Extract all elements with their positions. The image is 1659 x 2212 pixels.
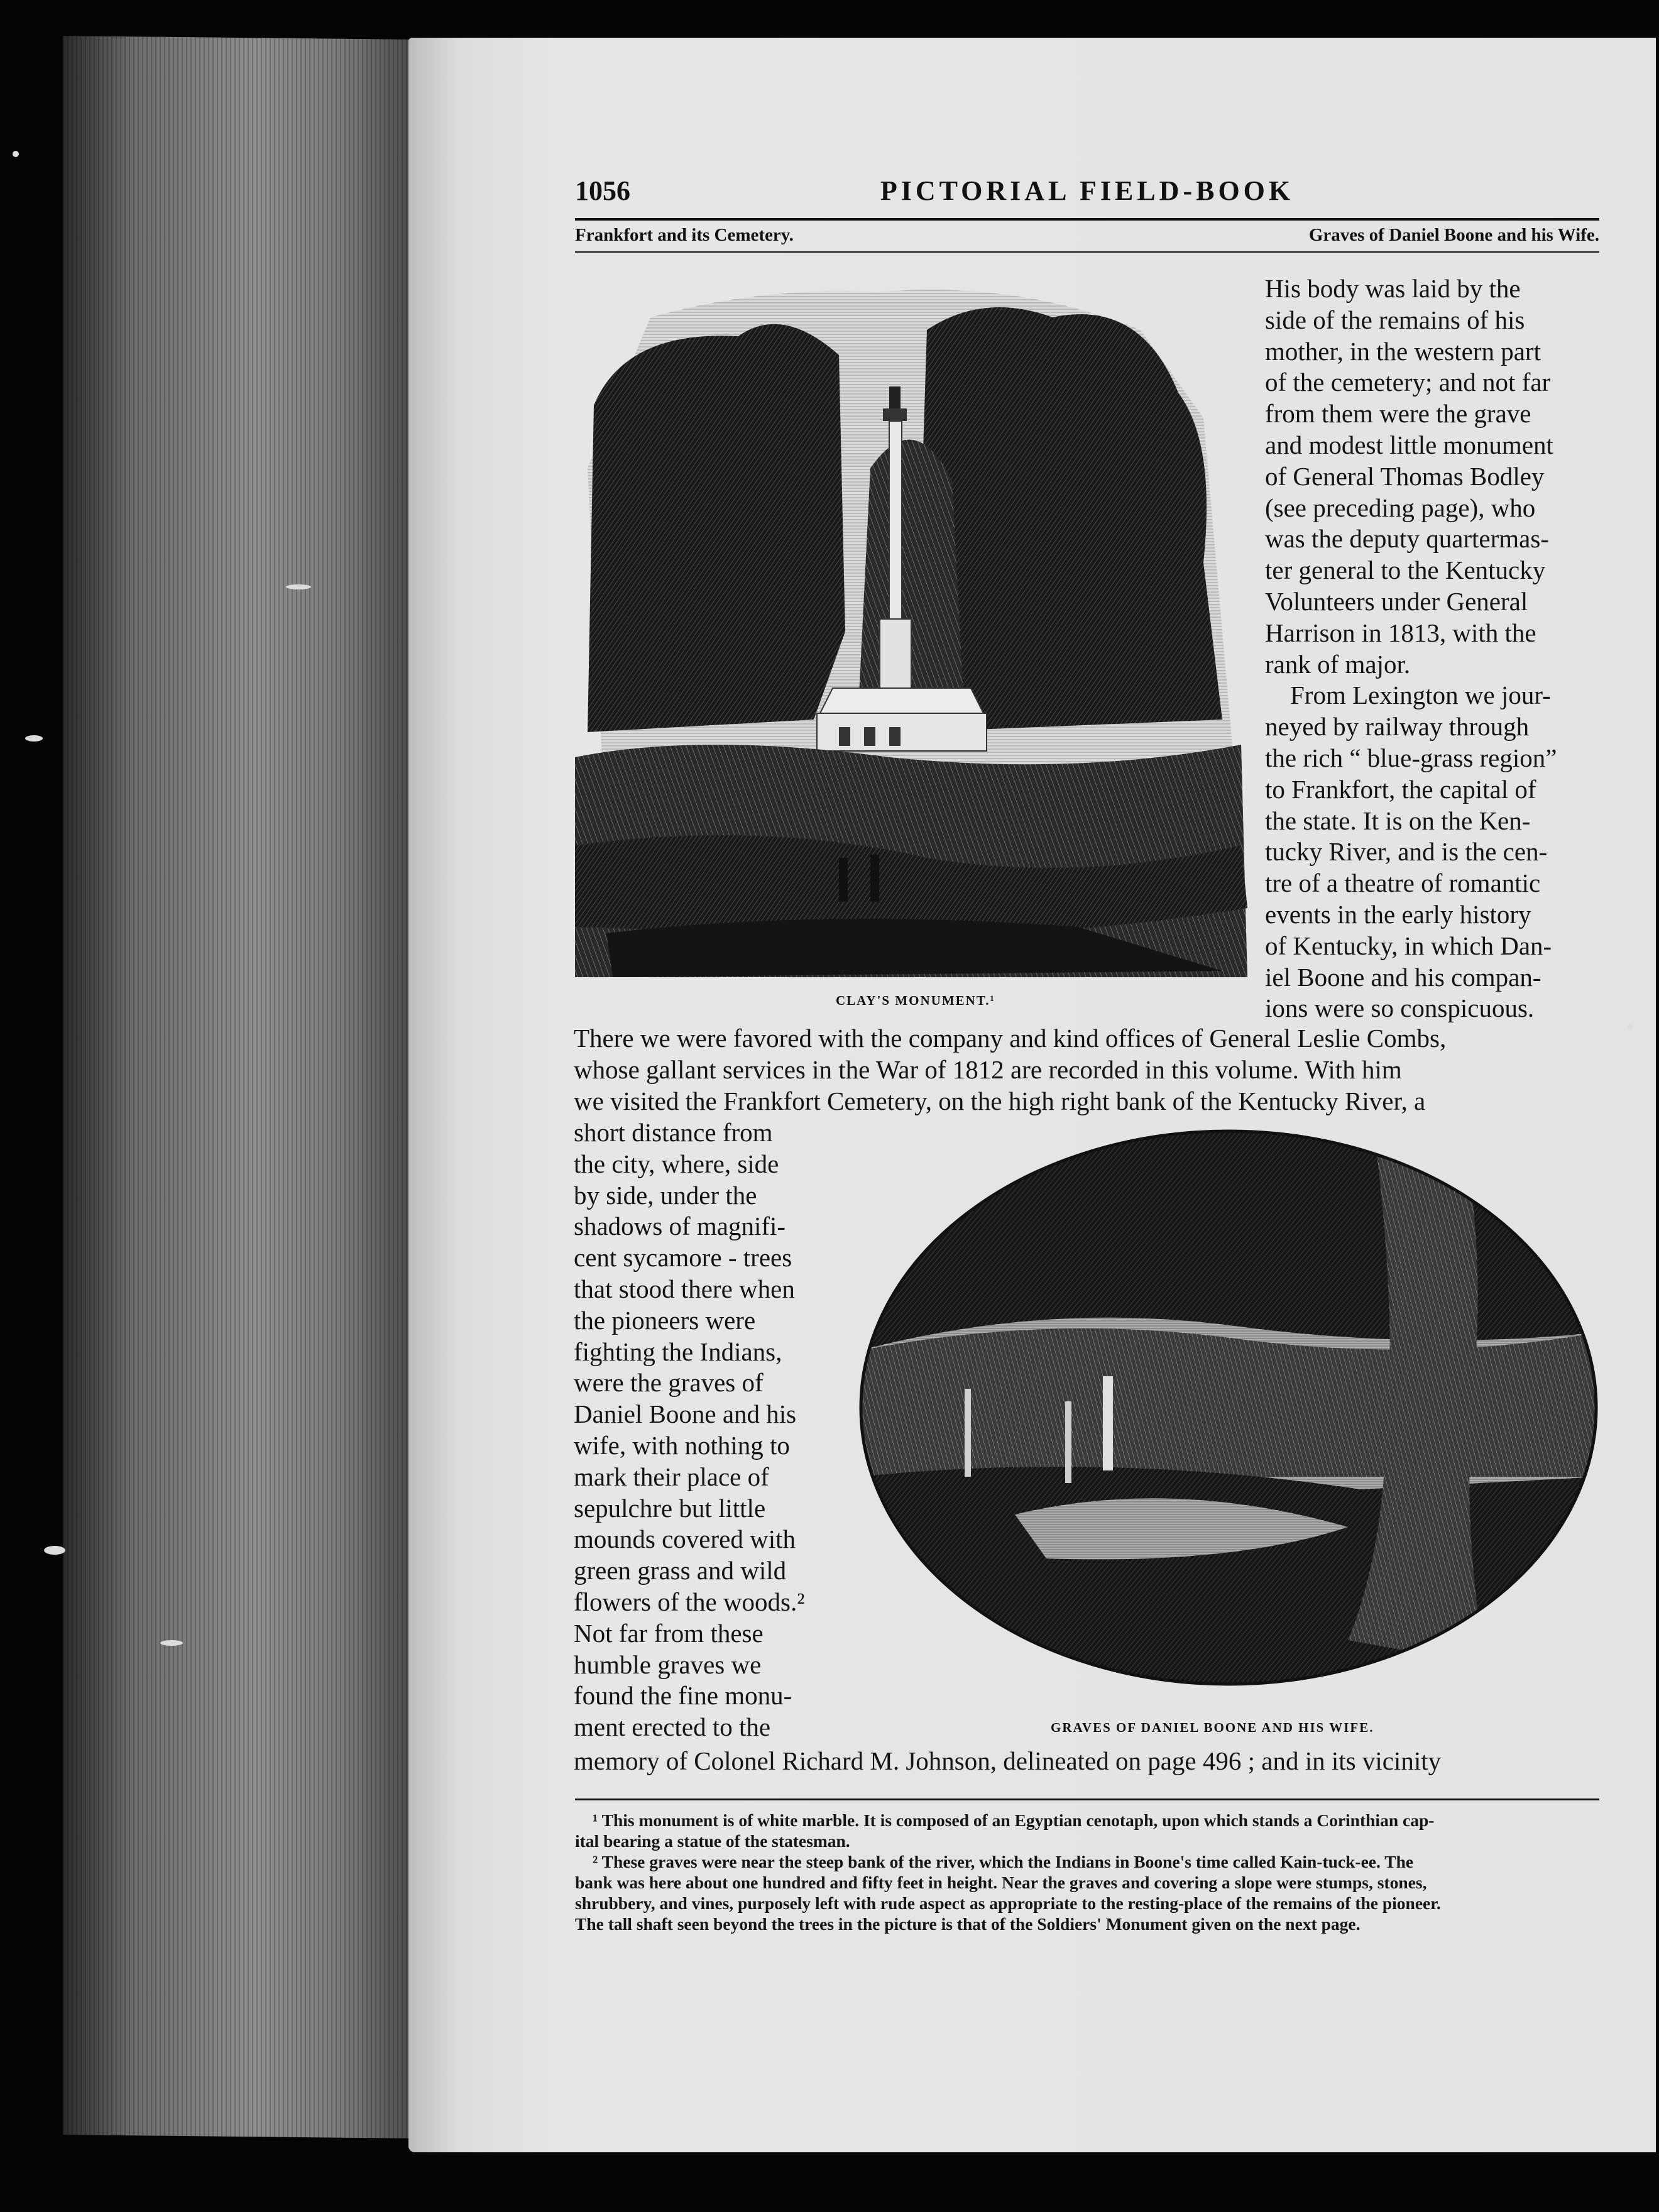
- text-line: was the deputy quartermas-: [1265, 524, 1549, 554]
- footnote-line: The tall shaft seen beyond the trees in the picture is that of the Soldiers' Monument given on the next page.: [575, 1914, 1361, 1934]
- text-line: of General Thomas Bodley: [1265, 461, 1545, 491]
- text-line: His body was laid by the: [1265, 274, 1521, 303]
- clays-monument-caption: CLAY'S MONUMENT.¹: [836, 993, 995, 1008]
- text-line: of Kentucky, in which Dan-: [1265, 931, 1552, 960]
- text-line: sepulchre but little: [574, 1493, 766, 1523]
- footnote-line: ² These graves were near the steep bank of the river, which the Indians in Boone's time called Kain-tuck-ee. The: [593, 1852, 1414, 1871]
- book-title: PICTORIAL FIELD-BOOK: [880, 175, 1295, 206]
- text-line: green grass and wild: [574, 1556, 787, 1585]
- text-line: ment erected to the: [574, 1712, 771, 1742]
- dust-speck: [44, 1546, 65, 1555]
- footnote-rule: [575, 1799, 1599, 1800]
- text-line: tucky River, and is the cen-: [1265, 837, 1548, 867]
- text-line: wife, with nothing to: [574, 1430, 790, 1460]
- dust-speck: [1628, 1024, 1633, 1029]
- right-column-text: [1265, 273, 1598, 1024]
- text-line: ter general to the Kentucky: [1265, 556, 1546, 585]
- full-width-last-line: [574, 1746, 1599, 1777]
- text-line: There we were favored with the company and kind offices of General Leslie Combs,: [574, 1024, 1447, 1053]
- text-line: and modest little monument: [1265, 430, 1553, 459]
- text-line: Not far from these: [574, 1618, 764, 1648]
- text-line: flowers of the woods.²: [574, 1587, 805, 1616]
- left-subhead: Frankfort and its Cemetery.: [575, 225, 794, 245]
- footnote-line: bank was here about one hundred and fifty feet in height. Near the graves and covering a slope were stumps, stones,: [575, 1873, 1427, 1892]
- text-line: of the cemetery; and not far: [1265, 368, 1551, 397]
- book-page-edges: [63, 36, 415, 2138]
- page-number: 1056: [575, 175, 630, 206]
- footnote-line: ital bearing a statue of the statesman.: [575, 1831, 850, 1851]
- text-line: were the graves of: [574, 1368, 764, 1398]
- text-line: to Frankfort, the capital of: [1265, 774, 1536, 804]
- text-line: cent sycamore - trees: [574, 1243, 792, 1273]
- text-line: we visited the Frankfort Cemetery, on the high right bank of the Kentucky River, a: [574, 1086, 1426, 1115]
- text-line: Harrison in 1813, with the: [1265, 618, 1536, 647]
- text-line: tre of a theatre of romantic: [1265, 868, 1541, 898]
- header-rule: [575, 218, 1599, 221]
- text-line: the state. It is on the Ken-: [1265, 806, 1531, 835]
- footnote-line: ¹ This monument is of white marble. It is composed of an Egyptian cenotaph, upon which stands a Corinthian cap-: [593, 1810, 1435, 1830]
- text-line: humble graves we: [574, 1650, 762, 1679]
- text-line: ions were so conspicuous.: [1265, 994, 1535, 1023]
- text-line: found the fine monu-: [574, 1681, 792, 1711]
- text-line: that stood there when: [574, 1274, 795, 1303]
- footnotes: [575, 1810, 1599, 1934]
- left-column-text: [574, 1117, 844, 1743]
- text-line: side of the remains of his: [1265, 305, 1525, 334]
- text-line: the rich “ blue-grass region”: [1265, 743, 1557, 772]
- text-line: short distance from: [574, 1118, 773, 1147]
- text-line: mother, in the western part: [1265, 336, 1541, 366]
- text-line: neyed by railway through: [1265, 712, 1530, 742]
- text-line: the pioneers were: [574, 1305, 756, 1335]
- text-line: events in the early history: [1265, 899, 1531, 929]
- text-line: from them were the grave: [1265, 399, 1531, 429]
- right-subhead: Graves of Daniel Boone and his Wife.: [1308, 225, 1599, 245]
- running-head: [575, 170, 1599, 207]
- text-line: shadows of magnifi-: [574, 1212, 786, 1241]
- text-line: Daniel Boone and his: [574, 1399, 797, 1429]
- text-line: rank of major.: [1265, 649, 1411, 679]
- dust-speck: [160, 1640, 183, 1646]
- boone-graves-caption: GRAVES OF DANIEL BOONE AND HIS WIFE.: [1051, 1720, 1374, 1735]
- text-line: the city, where, side: [574, 1149, 779, 1178]
- clays-monument-engraving: [575, 280, 1251, 990]
- text-line: mounds covered with: [574, 1525, 796, 1554]
- text-line: From Lexington we jour-: [1290, 681, 1551, 710]
- text-line: memory of Colonel Richard M. Johnson, delineated on page 496 ; and in its vicinity: [574, 1746, 1442, 1775]
- subheads: [575, 225, 1599, 250]
- dust-speck: [286, 584, 311, 589]
- text-line: (see preceding page), who: [1265, 493, 1536, 522]
- text-line: whose gallant services in the War of 1812 are recorded in this volume. With him: [574, 1054, 1402, 1084]
- text-line: Volunteers under General: [1265, 586, 1528, 616]
- footnote-line: shrubbery, and vines, purposely left with rude aspect as appropriate to the resting-place of the remains of the pioneer.: [575, 1893, 1441, 1913]
- text-line: iel Boone and his compan-: [1265, 962, 1541, 992]
- dust-speck: [13, 151, 19, 157]
- text-line: mark their place of: [574, 1462, 769, 1491]
- text-line: fighting the Indians,: [574, 1337, 782, 1366]
- full-width-text: [574, 1023, 1599, 1117]
- text-line: by side, under the: [574, 1180, 757, 1210]
- boone-graves-engraving: [858, 1125, 1599, 1690]
- subhead-rule: [575, 251, 1599, 253]
- dust-speck: [25, 735, 43, 742]
